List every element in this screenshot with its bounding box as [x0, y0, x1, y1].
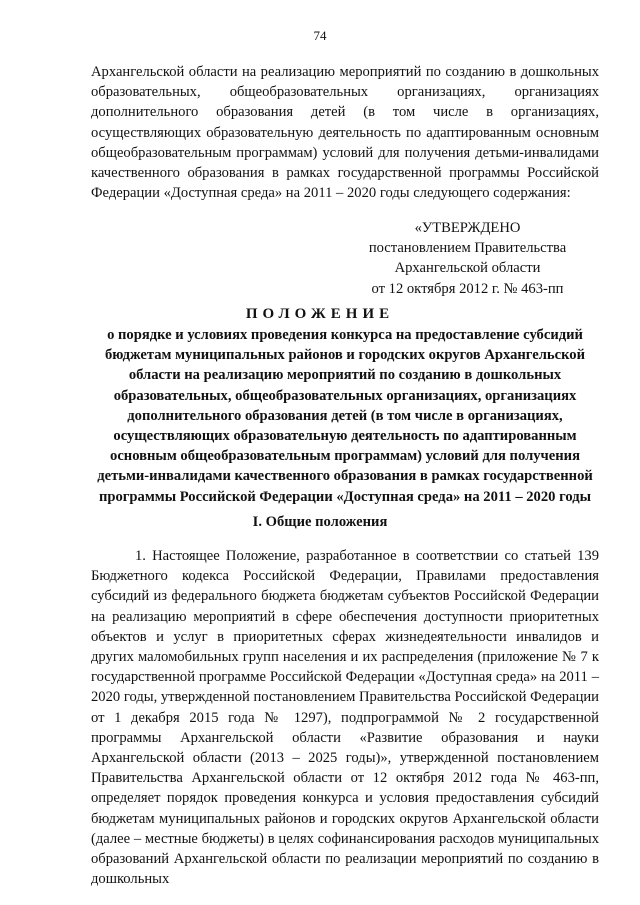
approval-line-4: от 12 октября 2012 г. № 463-пп	[371, 280, 564, 297]
section-heading: I. Общие положения	[252, 514, 388, 530]
intro-paragraph: Архангельской области на реализацию мероприятий по созданию в дошкольных образовательных, общеобразовательных организациях, организациях дополнительного образования детей (в том числе в организациях, осуществляющих образовательную деятельность по адаптированным основным общеобразовательным программам) условий для получения детьми-инвалидами качественного образования в рамках государственной программы Российской Федерации «Доступная среда» на 2011 – 2020 годы следующего содержания:	[91, 64, 599, 202]
document-subtitle: о порядке и условиях проведения конкурса на предоставление субсидий бюджетам муниципальных районов и городских округов Архангельской области на реализацию мероприятий по созданию в дошкольных образовательных, общеобразовательных организациях, организациях дополнительного образования детей (в том числе в организациях, осуществляющих образовательную деятельность по адаптированным основным общеобразовательным программам) условий для получения детьми-инвалидами качественного образования в рамках государственной программы Российской Федерации «Доступная среда» на 2011 – 2020 годы	[97, 327, 593, 505]
paragraph-1: 1. Настоящее Положение, разработанное в соответствии со статьей 139 Бюджетного кодекса Российской Федерации, Правилами предоставления субсидий из федерального бюджета бюджетам субъектов Российской Федерации на реализацию мероприятий в сфере обеспечения доступности приоритетных объектов и услуг в приоритетных сферах жизнедеятельности инвалидов и других маломобильных групп населения и их распределения (приложение № 7 к государственной программе Российской Федерации «Доступная среда» на 2011 – 2020 годы, утвержденной постановлением Правительства Российской Федерации от 1 декабря 2015 года № 1297), подпрограммой № 2 государственной программы Архангельской области «Развитие образования и науки Архангельской области (2013 – 2025 годы)», утвержденной постановлением Правительства Архангельской области от 12 октября 2012 года № 463-пп, определяет порядок проведения конкурса и условия предоставления субсидий бюджетам муниципальных районов и городских округов Архангельской области (далее – местные бюджеты) в целях софинансирования расходов муниципальных образований Архангельской области по реализации мероприятий по созданию в дошкольных	[91, 548, 599, 888]
page-number: 74	[313, 28, 327, 43]
approval-line-3: Архангельской области	[394, 260, 541, 277]
approval-line-2: постановлением Правительства	[368, 240, 567, 257]
document-title: ПОЛОЖЕНИЕ	[245, 306, 395, 322]
approval-line-1: «УТВЕРЖДЕНО	[414, 220, 521, 236]
approval-stamp	[360, 218, 575, 299]
